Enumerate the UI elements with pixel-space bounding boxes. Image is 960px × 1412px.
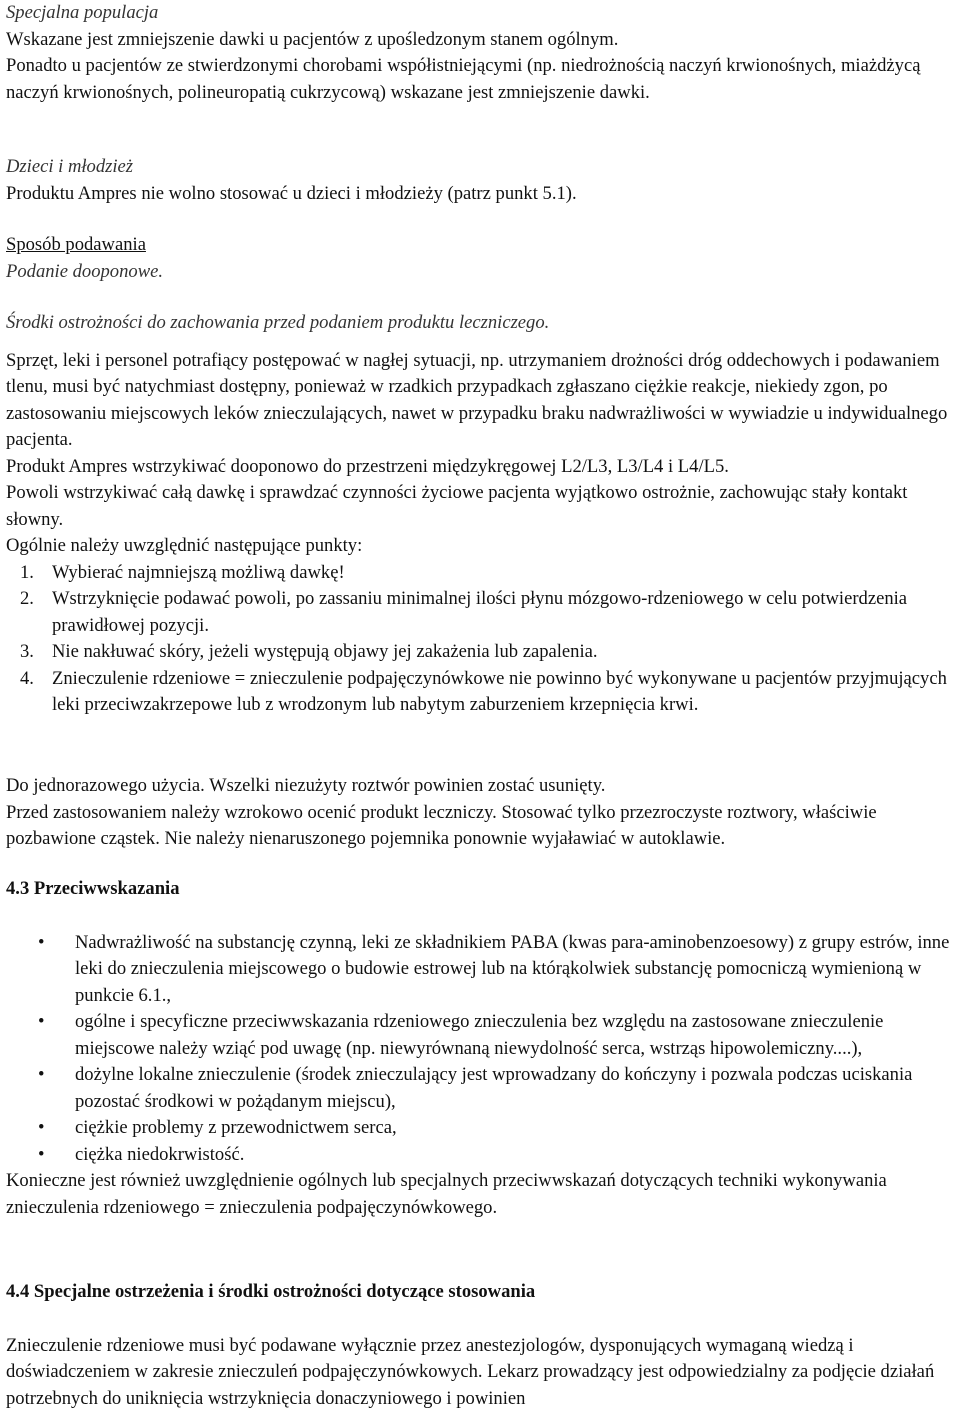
precautions-paragraph-1: Sprzęt, leki i personel potrafiący postępować w nagłej sytuacji, np. utrzymaniem drożności dróg oddechowych i podawaniem tlenu, musi być natychmiast dostępny, ponieważ w rzadkich przypadkach zgłaszano ciężkie reakcje, niekiedy zgon, po zastosowaniu miejscowych leków znieczulających, nawet w przypadku braku nadwrażliwości w wywiadzie u indywidualnego pacjenta. [6, 348, 956, 454]
bullet-icon: • [38, 1142, 45, 1169]
special-population-line-2: Ponadto u pacjentów ze stwierdzonymi chorobami współistniejącymi (np. niedrożnością naczyń krwionośnych, miażdżycą naczyń krwionośnych, polineuropatią cukrzycową) wskazane jest zmniejszenie dawki. [6, 53, 951, 106]
precautions-heading: Środki ostrożności do zachowania przed podaniem produktu leczniczego. [6, 310, 956, 337]
administration-heading: Sposób podawania [6, 232, 146, 259]
list-item-text: ciężka niedokrwistość. [75, 1144, 244, 1165]
bullet-icon: • [38, 1062, 45, 1089]
list-item: 1. Wybierać najmniejszą możliwą dawkę! [6, 560, 956, 587]
contraindications-section [6, 876, 956, 1221]
contraindications-list [6, 930, 956, 1169]
list-item-text: Wybierać najmniejszą możliwą dawkę! [52, 562, 345, 583]
list-item-text: Nie nakłuwać skóry, jeżeli występują objawy jej zakażenia lub zapalenia. [52, 641, 598, 662]
list-item-text: ciężkie problemy z przewodnictwem serca, [75, 1117, 397, 1138]
single-use-line-1: Do jednorazowego użycia. Wszelki niezużyty roztwór powinien zostać usunięty. [6, 773, 956, 800]
list-item-text: ogólne i specyficzne przeciwwskazania rdzeniowego znieczulenia bez względu na zastosowane znieczulenie miejscowe należy wziąć pod uwagę (np. niewyrównaną niewydolność serca, wstrząs hipowolemiczny....), [75, 1011, 883, 1059]
administration-route: Podanie dooponowe. [6, 259, 960, 286]
precautions-paragraph-2: Produkt Ampres wstrzykiwać dooponowo do przestrzeni międzykręgowej L2/L3, L3/L4 i L4/L5. [6, 454, 956, 481]
warnings-section [6, 1279, 956, 1412]
children-heading: Dzieci i młodzież [6, 154, 960, 181]
contraindications-heading: 4.3 Przeciwwskazania [6, 876, 956, 903]
list-item [6, 1115, 956, 1142]
contraindications-footer: Konieczne jest również uwzględnienie ogólnych lub specjalnych przeciwwskazań dotyczących techniki wykonywania znieczulenia rdzeniowego = znieczulenia podpajęczynówkowego. [6, 1168, 956, 1221]
list-item [6, 1009, 956, 1062]
precautions-section [6, 310, 956, 719]
precautions-paragraph-3: Powoli wstrzykiwać całą dawkę i sprawdzać czynności życiowe pacjenta wyjątkowo ostrożnie, zachowując stały kontakt słowny. [6, 480, 956, 533]
administration-section [6, 232, 960, 285]
single-use-line-2: Przed zastosowaniem należy wzrokowo ocenić produkt leczniczy. Stosować tylko przezroczyste roztwory, właściwie pozbawione cząstek. Nie należy nienaruszonego pojemnika ponownie wyjaławiać w autoklawie. [6, 800, 956, 853]
special-population-heading: Specjalna populacja [6, 0, 960, 27]
list-item [6, 1062, 956, 1115]
special-population-line-1: Wskazane jest zmniejszenie dawki u pacjentów z upośledzonym stanem ogólnym. [6, 27, 960, 54]
precautions-steps-list [6, 560, 956, 719]
list-item-text: dożylne lokalne znieczulenie (środek znieczulający jest wprowadzany do kończyny i pozwala podczas uciskania pozostać środkowi w pożądanym miejscu), [75, 1064, 912, 1112]
children-text: Produktu Ampres nie wolno stosować u dzieci i młodzieży (patrz punkt 5.1). [6, 181, 960, 208]
list-item: 2. Wstrzyknięcie podawać powoli, po zassaniu minimalnej ilości płynu mózgowo-rdzeniowego w celu potwierdzenia prawidłowej pozycji. [6, 586, 956, 639]
warnings-heading: 4.4 Specjalne ostrzeżenia i środki ostrożności dotyczące stosowania [6, 1279, 956, 1306]
list-item: 3. Nie nakłuwać skóry, jeżeli występują objawy jej zakażenia lub zapalenia. [6, 639, 956, 666]
list-item [6, 930, 956, 1010]
list-item-text: Znieczulenie rdzeniowe = znieczulenie podpajęczynówkowe nie powinno być wykonywane u pacjentów przyjmujących leki przeciwzakrzepowe lub z wrodzonym lub nabytym zaburzeniem krzepnięcia krwi. [52, 668, 947, 716]
bullet-icon: • [38, 1115, 45, 1142]
special-population-section [6, 0, 960, 106]
list-item-text: Nadwrażliwość na substancję czynną, leki ze składnikiem PABA (kwas para-aminobenzoesowy) z grupy estrów, inne leki do znieczulenia miejscowego o budowie estrowej lub na którąkolwiek substancję pomocniczą wymienioną w punkcie 6.1., [75, 932, 949, 1006]
precautions-paragraph-4: Ogólnie należy uwzględnić następujące punkty: [6, 533, 956, 560]
list-item [6, 1142, 956, 1169]
bullet-icon: • [38, 1009, 45, 1036]
list-item: 4. Znieczulenie rdzeniowe = znieczulenie podpajęczynówkowe nie powinno być wykonywane u pacjentów przyjmujących leki przeciwzakrzepowe lub z wrodzonym lub nabytym zaburzeniem krzepnięcia krwi. [6, 666, 956, 719]
children-section [6, 154, 960, 207]
bullet-icon: • [38, 930, 45, 957]
list-item-text: Wstrzyknięcie podawać powoli, po zassaniu minimalnej ilości płynu mózgowo-rdzeniowego w celu potwierdzenia prawidłowej pozycji. [52, 588, 907, 636]
single-use-section [6, 773, 956, 853]
warnings-text: Znieczulenie rdzeniowe musi być podawane wyłącznie przez anestezjologów, dysponujących wymaganą wiedzą i doświadczeniem w zakresie znieczuleń podpajęczynówkowych. Lekarz prowadzący jest odpowiedzialny za podjęcie działań potrzebnych do uniknięcia wstrzyknięcia donaczyniowego i powinien [6, 1333, 956, 1412]
